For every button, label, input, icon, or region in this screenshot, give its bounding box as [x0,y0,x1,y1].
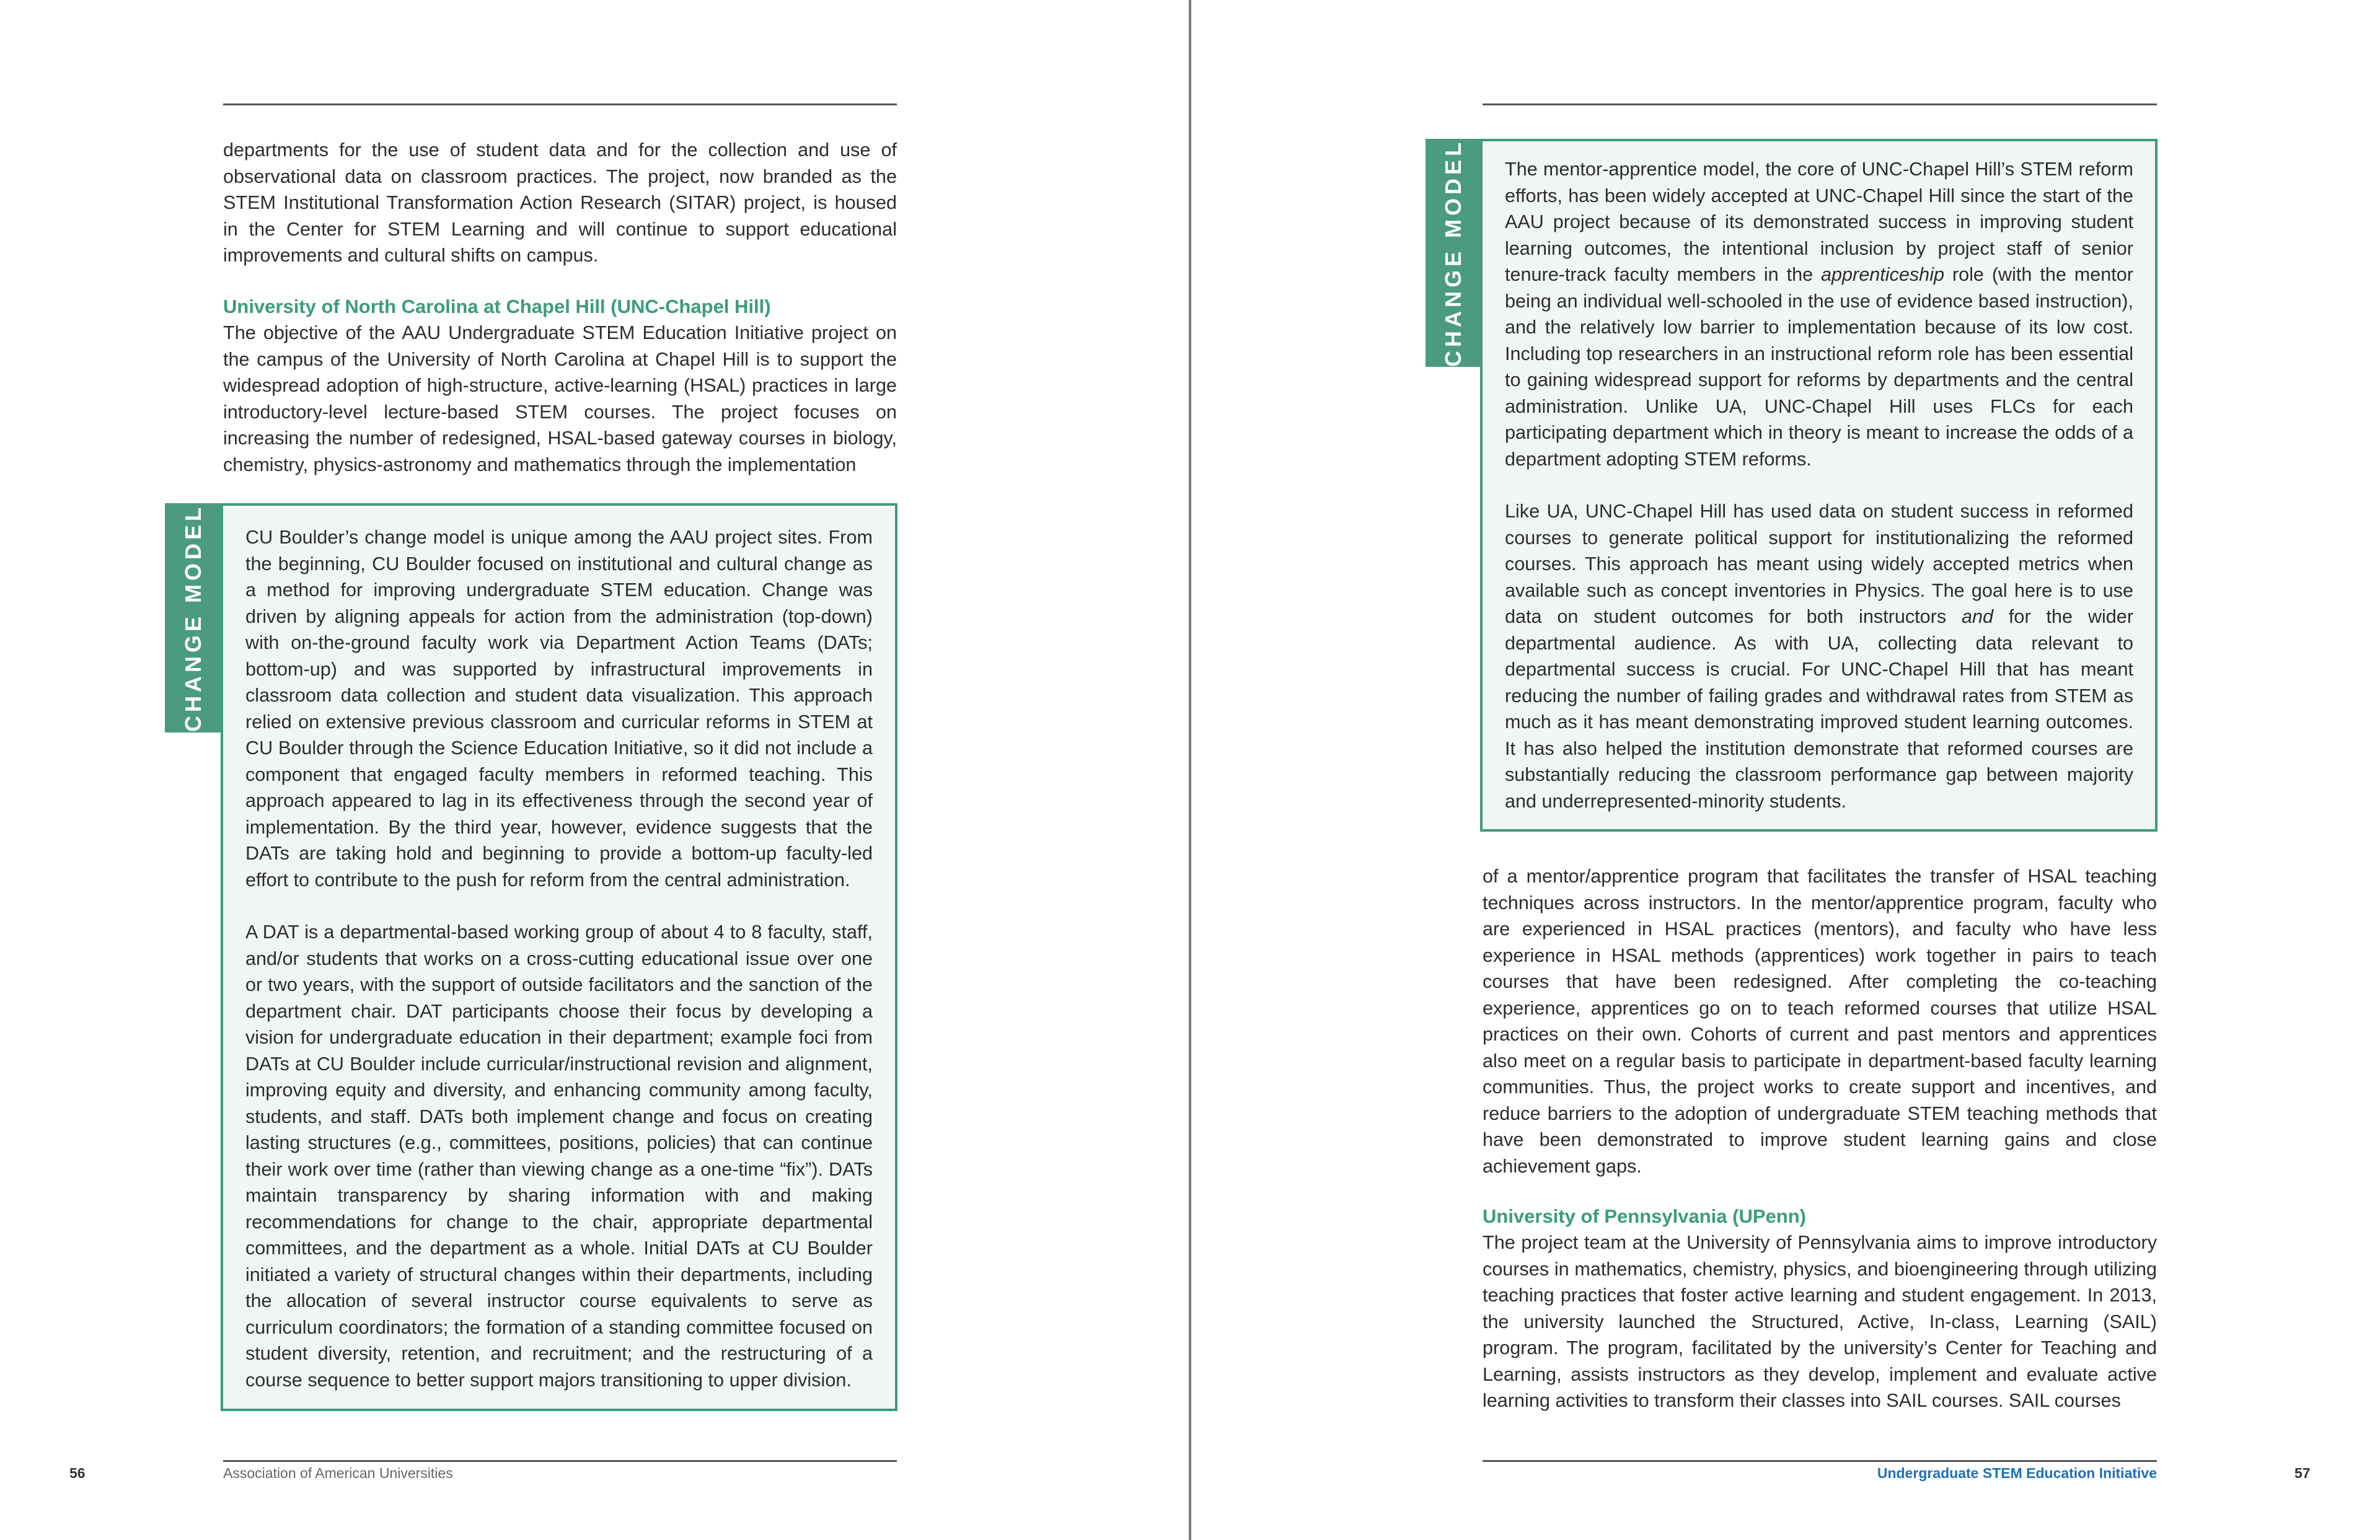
emphasis: apprenticeship [1821,264,1945,285]
emphasis: and [1962,606,1994,627]
left-page [0,0,1189,1540]
page-number: 56 [69,1465,86,1481]
intro-paragraph: departments for the use of student data and for the collection and use of observational data on classroom practices. The project, now branded as the STEM Institutional Transformation Action Research (SITAR) project, is housed in the Center for STEM Learning and will continue to support educational improvements and cultural shifts on campus. [223,139,897,266]
bottom-rule [223,1460,897,1462]
change-model-box [1480,139,2157,832]
change-model-box [221,503,897,1411]
continuation-paragraph: of a mentor/apprentice program that facilitates the transfer of HSAL teaching techniques across instructors. In the mentor/apprentice program, faculty who are experienced in HSAL practices (mentors), and faculty who have less experience in HSAL methods (apprentices) work together in pairs to teach courses that have been redesigned. After completing the co-teaching experience, apprentices go on to teach reformed courses that utilize HSAL practices on their own. Cohorts of current and past mentors and apprentices also meet on a regular basis to participate in department-based faculty learning communities. Thus, the project works to create support and incentives, and reduce barriers to the adoption of undergraduate STEM teaching methods that have been demonstrated to improve student learning gains and close achievement gaps. [1483,866,2157,1177]
top-rule [223,103,897,105]
change-model-paragraph-1: The mentor-apprentice model, the core of UNC-Chapel Hill’s STEM reform efforts, has been widely accepted at UNC-Chapel Hill since the start of the AAU project because of its demonstrated success in improving student learning outcomes, the intentional inclusion by project staff of senior tenure-track faculty members in the apprenticeship role (with the mentor being an individual well-schooled in the use of evidence based instruction), and the relatively low barrier to implementation because of its low cost. Including top researchers in an instructional reform role has been essential to gaining widespread support for reforms by departments and the central administration. Unlike UA, UNC-Chapel Hill uses FLCs for each participating department which in theory is meant to increase the odds of a department adopting STEM reforms. [1505,159,2133,470]
upenn-paragraph: The project team at the University of Pennsylvania aims to improve introductory courses in mathematics, chemistry, physics, and bioengineering through utilizing teaching practices that foster active learning and student engagement. In 2013, the university launched the Structured, Active, In-class, Learning (SAIL) program. The program, facilitated by the university’s Center for Teaching and Learning, assists instructors as they develop, implement and evaluate active learning activities to transform their classes into SAIL courses. SAIL courses [1483,1232,2157,1411]
change-model-tab-label: CHANGE MODEL [180,504,206,732]
unc-paragraph: The objective of the AAU Undergraduate STEM Education Initiative project on the campus of the University of North Carolina at Chapel Hill is to support the widespread adoption of high-structure, active-learning (HSAL) practices in large introductory-level lecture-based STEM courses. The project focuses on increasing the number of redesigned, HSAL-based gateway courses in biology, chemistry, physics-astronomy and mathematics through the implementation [223,322,897,475]
running-footer: Association of American Universities [223,1465,453,1481]
change-model-paragraph-2: Like UA, UNC-Chapel Hill has used data on student success in reformed courses to generate political support for institutionalizing the reformed courses. This approach has meant using widely accepted metrics when available such as concept inventories in Physics. The goal here is to use data on student outcomes for both instructors and for the wider departmental audience. As with UA, collecting data relevant to departmental success is crucial. For UNC-Chapel Hill that has meant reducing the number of failing grades and withdrawal rates from STEM as much as it has meant demonstrating improved student learning outcomes. It has also helped the institution demonstrate that reformed courses are substantially reducing the classroom performance gap between majority and underrepresented-minority students. [1505,501,2134,812]
change-model-paragraph-2: A DAT is a departmental-based working group of about 4 to 8 faculty, staff, and/or students that works on a cross-cutting educational issue over one or two years, with the support of outside facilitators and the sanction of the department chair. DAT participants choose their focus by developing a vision for undergraduate education in their department; example foci from DATs at CU Boulder include curricular/instructional revision and alignment, improving equity and diversity, and enhancing community among faculty, students, and staff. DATs both implement change and focus on creating lasting structures (e.g., committees, positions, policies) that can continue their work over time (rather than viewing change as a one-time “fix”). DATs maintain transparency by sharing information with and making recommendations for change to the chair, appropriate departmental committees, and the department as a whole. Initial DATs at CU Boulder initiated a variety of structural changes within their departments, including the allocation of several instructor course equivalents to serve as curriculum coordinators; the formation of a standing committee focused on student diversity, retention, and recruitment; and the restructuring of a course sequence to better support majors transitioning to upper division. [245,922,873,1391]
unc-heading: University of North Carolina at Chapel Hill (UNC-Chapel Hill) [223,296,771,317]
change-model-tab [1426,139,1481,367]
change-model-tab-label: CHANGE MODEL [1440,139,1466,367]
running-footer: Undergraduate STEM Education Initiative [1877,1465,2157,1481]
right-page [1191,0,2380,1540]
top-rule [1483,103,2157,105]
change-model-tab [165,503,222,733]
upenn-heading: University of Pennsylvania (UPenn) [1483,1205,1806,1227]
bottom-rule [1483,1460,2157,1462]
change-model-paragraph-1: CU Boulder’s change model is unique among the AAU project sites. From the beginning, CU Boulder focused on institutional and cultural change as a method for improving undergraduate STEM education. Change was driven by aligning appeals for action from the administration (top-down) with on-the-ground faculty work via Department Action Teams (DATs; bottom-up) and was supported by infrastructural improvements in classroom data collection and student data visualization. This approach relied on extensive previous classroom and curricular reforms in STEM at CU Boulder through the Science Education Initiative, so it did not include a component that engaged faculty members in reformed teaching. This approach appeared to lag in its effectiveness through the second year of implementation. By the third year, however, evidence suggests that the DATs are taking hold and beginning to provide a bottom-up faculty-led effort to contribute to the push for reform from the central administration. [245,527,873,891]
page-number: 57 [2294,1465,2311,1481]
